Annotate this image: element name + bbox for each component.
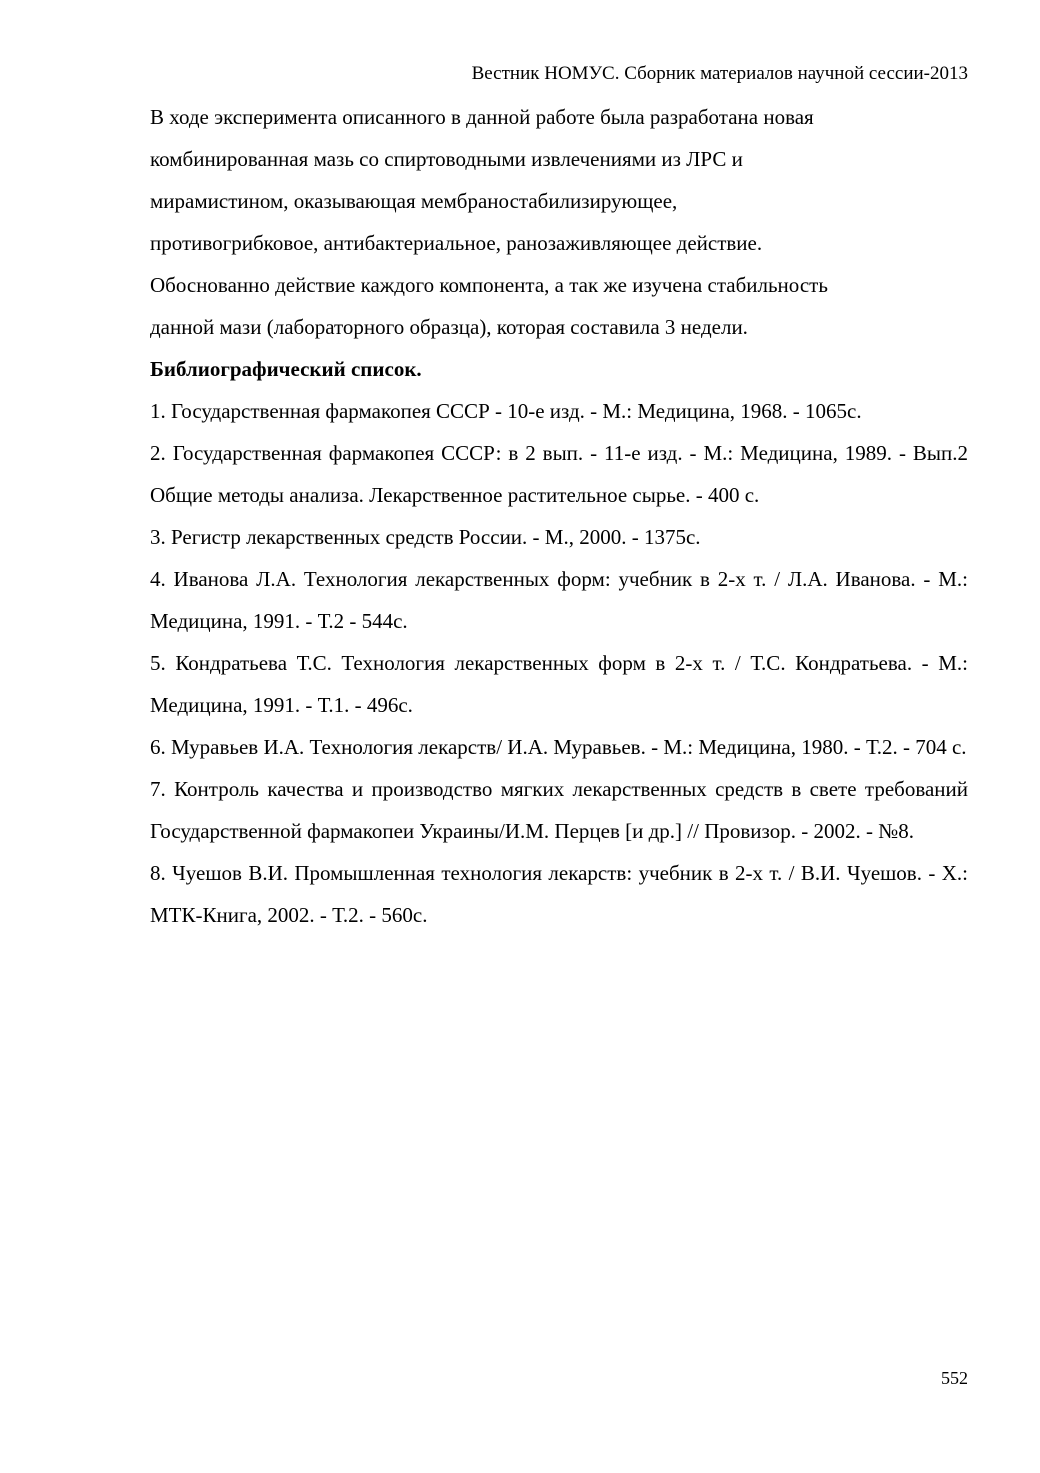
reference-item: 5. Кондратьева Т.С. Технология лекарственных форм в 2-х т. / Т.С. Кондратьева. - М.: Медицина, 1991. - Т.1. - 496с. <box>150 651 968 717</box>
reference-item: 7. Контроль качества и производство мягких лекарственных средств в свете требований Государственной фармакопеи Украины/И.М. Перцев [и др.] // Провизор. - 2002. - №8. <box>150 777 968 843</box>
text-line: противогрибковое, антибактериальное, ранозаживляющее действие. <box>150 231 763 255</box>
conclusion-paragraph <box>150 96 968 348</box>
text-line: комбинированная мазь со спиртоводными извлечениями из ЛРС и <box>150 147 743 171</box>
bibliography-heading: Библиографический список. <box>150 357 422 381</box>
reference-item: 6. Муравьев И.А. Технология лекарств/ И.А. Муравьев. - М.: Медицина, 1980. - Т.2. - 704 с. <box>150 735 967 759</box>
text-line: В ходе эксперимента описанного в данной работе была разработана новая <box>150 105 814 129</box>
reference-item: 2. Государственная фармакопея СССР: в 2 вып. - 11-е изд. - М.: Медицина, 1989. - Вып.2 Общие методы анализа. Лекарственное растительное сырье. - 400 с. <box>150 441 968 507</box>
reference-item: 3. Регистр лекарственных средств России. - М., 2000. - 1375с. <box>150 525 701 549</box>
reference-item: 1. Государственная фармакопея СССР - 10-е изд. - М.: Медицина, 1968. - 1065с. <box>150 399 862 423</box>
reference-item: 4. Иванова Л.А. Технология лекарственных форм: учебник в 2-х т. / Л.А. Иванова. - М.: Медицина, 1991. - Т.2 - 544с. <box>150 567 968 633</box>
text-line: данной мази (лабораторного образца), которая составила 3 недели. <box>150 315 748 339</box>
page-number: 552 <box>941 1368 968 1388</box>
text-line: Обоснованно действие каждого компонента, а так же изучена стабильность <box>150 273 828 297</box>
text-line: мирамистином, оказывающая мембраностабилизирующее, <box>150 189 678 213</box>
bibliography-list <box>150 390 968 936</box>
main-text <box>150 96 968 936</box>
running-header: Вестник НОМУС. Сборник материалов научной сессии-2013 <box>471 63 968 84</box>
reference-item: 8. Чуешов В.И. Промышленная технология лекарств: учебник в 2-х т. / В.И. Чуешов. - Х.: МТК-Книга, 2002. - Т.2. - 560с. <box>150 861 968 927</box>
